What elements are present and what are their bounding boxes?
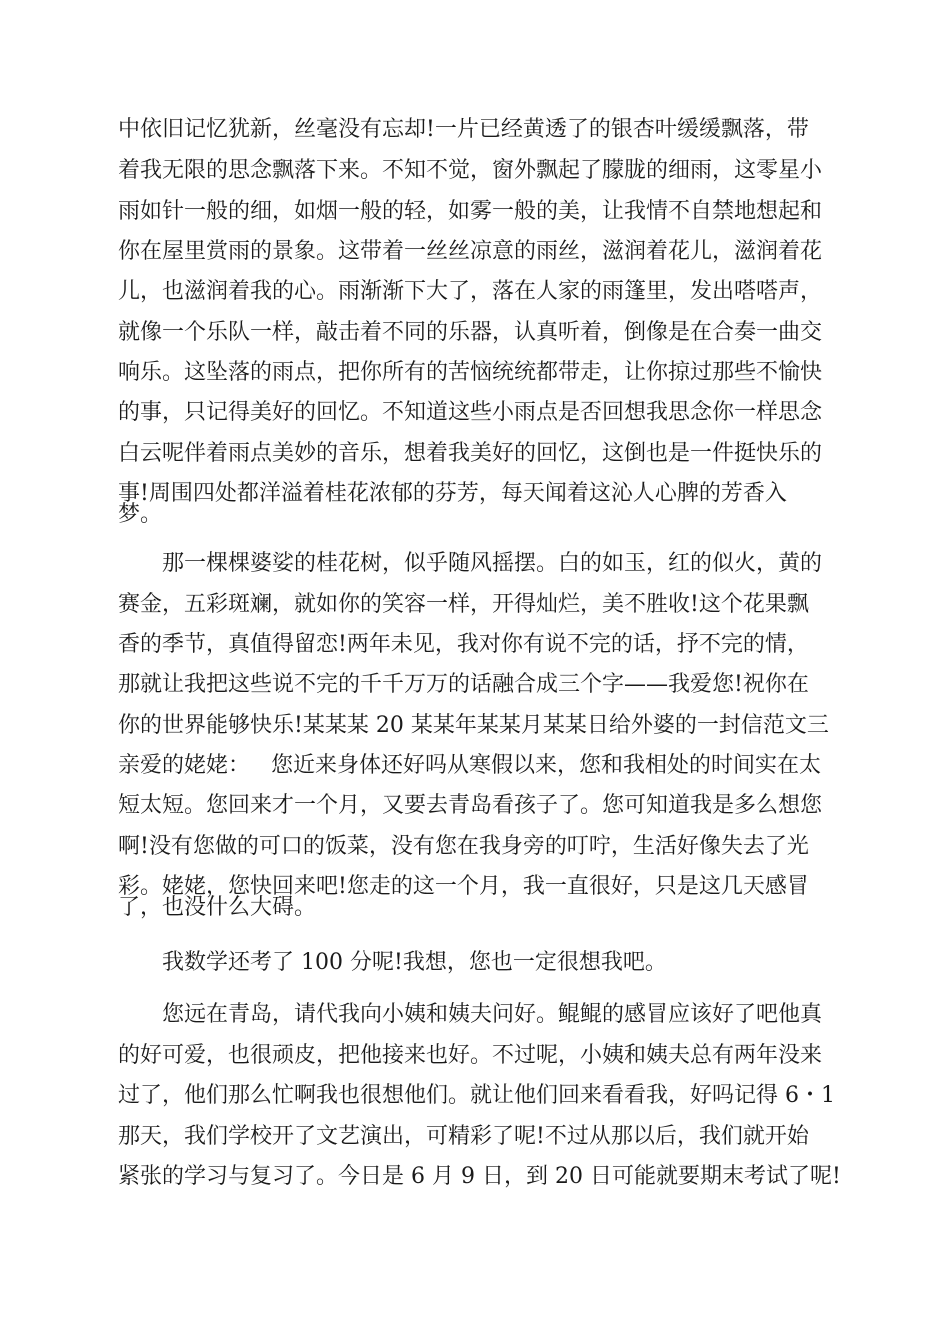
text-line: 的好可爱，也很顽皮，把他接来也好。不过呢，小姨和姨夫总有两年没来 (118, 1043, 823, 1068)
text-line: 那一棵棵婆娑的桂花树，似乎随风摇摆。白的如玉，红的似火，黄的 (162, 551, 823, 576)
text-line: 就像一个乐队一样，敲击着不同的乐器，认真听着，倒像是在合奏一曲交 (118, 320, 823, 345)
text-line: 着我无限的思念飘落下来。不知不觉，窗外飘起了朦胧的细雨，这零星小 (118, 158, 823, 183)
text-line: 你的世界能够快乐!某某某 20 某某年某某月某某日给外婆的一封信范文三 (118, 713, 829, 738)
text-line: 那天，我们学校开了文艺演出，可精彩了呢!不过从那以后，我们就开始 (118, 1124, 809, 1149)
text-line: 事!周围四处都洋溢着桂花浓郁的芬芳，每天闻着这沁人心脾的芳香入 (118, 481, 787, 506)
text-line: 儿，也滋润着我的心。雨渐渐下大了，落在人家的雨篷里，发出嗒嗒声， (118, 279, 823, 304)
text-line: 雨如针一般的细，如烟一般的轻，如雾一般的美，让我情不自禁地想起和 (118, 199, 823, 224)
text-line: 彩。姥姥，您快回来吧!您走的这一个月，我一直很好，只是这几天感冒 (118, 874, 809, 899)
text-line: 您远在青岛，请代我向小姨和姨夫问好。鲲鲲的感冒应该好了吧他真 (162, 1002, 823, 1027)
text-line: 亲爱的姥姥： 您近来身体还好吗从寒假以来，您和我相处的时间实在太 (118, 753, 821, 778)
text-line: 短太短。您回来才一个月，又要去青岛看孩子了。您可知道我是多么想您 (118, 793, 823, 818)
text-line: 中依旧记忆犹新，丝毫没有忘却!一片已经黄透了的银杏叶缓缓飘落，带 (118, 117, 809, 142)
text-line: 梦。 (118, 502, 163, 527)
text-line: 的事，只记得美好的回忆。不知道这些小雨点是否回想我思念你一样思念 (118, 400, 823, 425)
text-line: 那就让我把这些说不完的千千万万的话融合成三个字——我爱您!祝你在 (118, 672, 809, 697)
text-line: 你在屋里赏雨的景象。这带着一丝丝凉意的雨丝，滋润着花儿，滋润着花 (118, 239, 823, 264)
text-line: 我数学还考了 100 分呢!我想，您也一定很想我吧。 (162, 950, 667, 975)
text-line: 啊!没有您做的可口的饭菜，没有您在我身旁的叮咛，生活好像失去了光 (118, 834, 809, 859)
text-line: 过了，他们那么忙啊我也很想他们。就让他们回来看看我，好吗记得 6・1 (118, 1083, 835, 1108)
text-line: 赛金，五彩斑斓，就如你的笑容一样，开得灿烂，美不胜收!这个花果飘 (118, 592, 809, 617)
text-line: 紧张的学习与复习了。今日是 6 月 9 日，到 20 日可能就要期末考试了呢! (118, 1164, 841, 1189)
text-line: 了，也没什么大碍。 (118, 895, 317, 920)
text-line: 香的季节，真值得留恋!两年未见，我对你有说不完的话，抒不完的情， (118, 632, 809, 657)
text-line: 响乐。这坠落的雨点，把你所有的苦恼统统都带走，让你掠过那些不愉快 (118, 360, 823, 385)
text-line: 白云呢伴着雨点美妙的音乐，想着我美好的回忆，这倒也是一件挺快乐的 (118, 441, 823, 466)
